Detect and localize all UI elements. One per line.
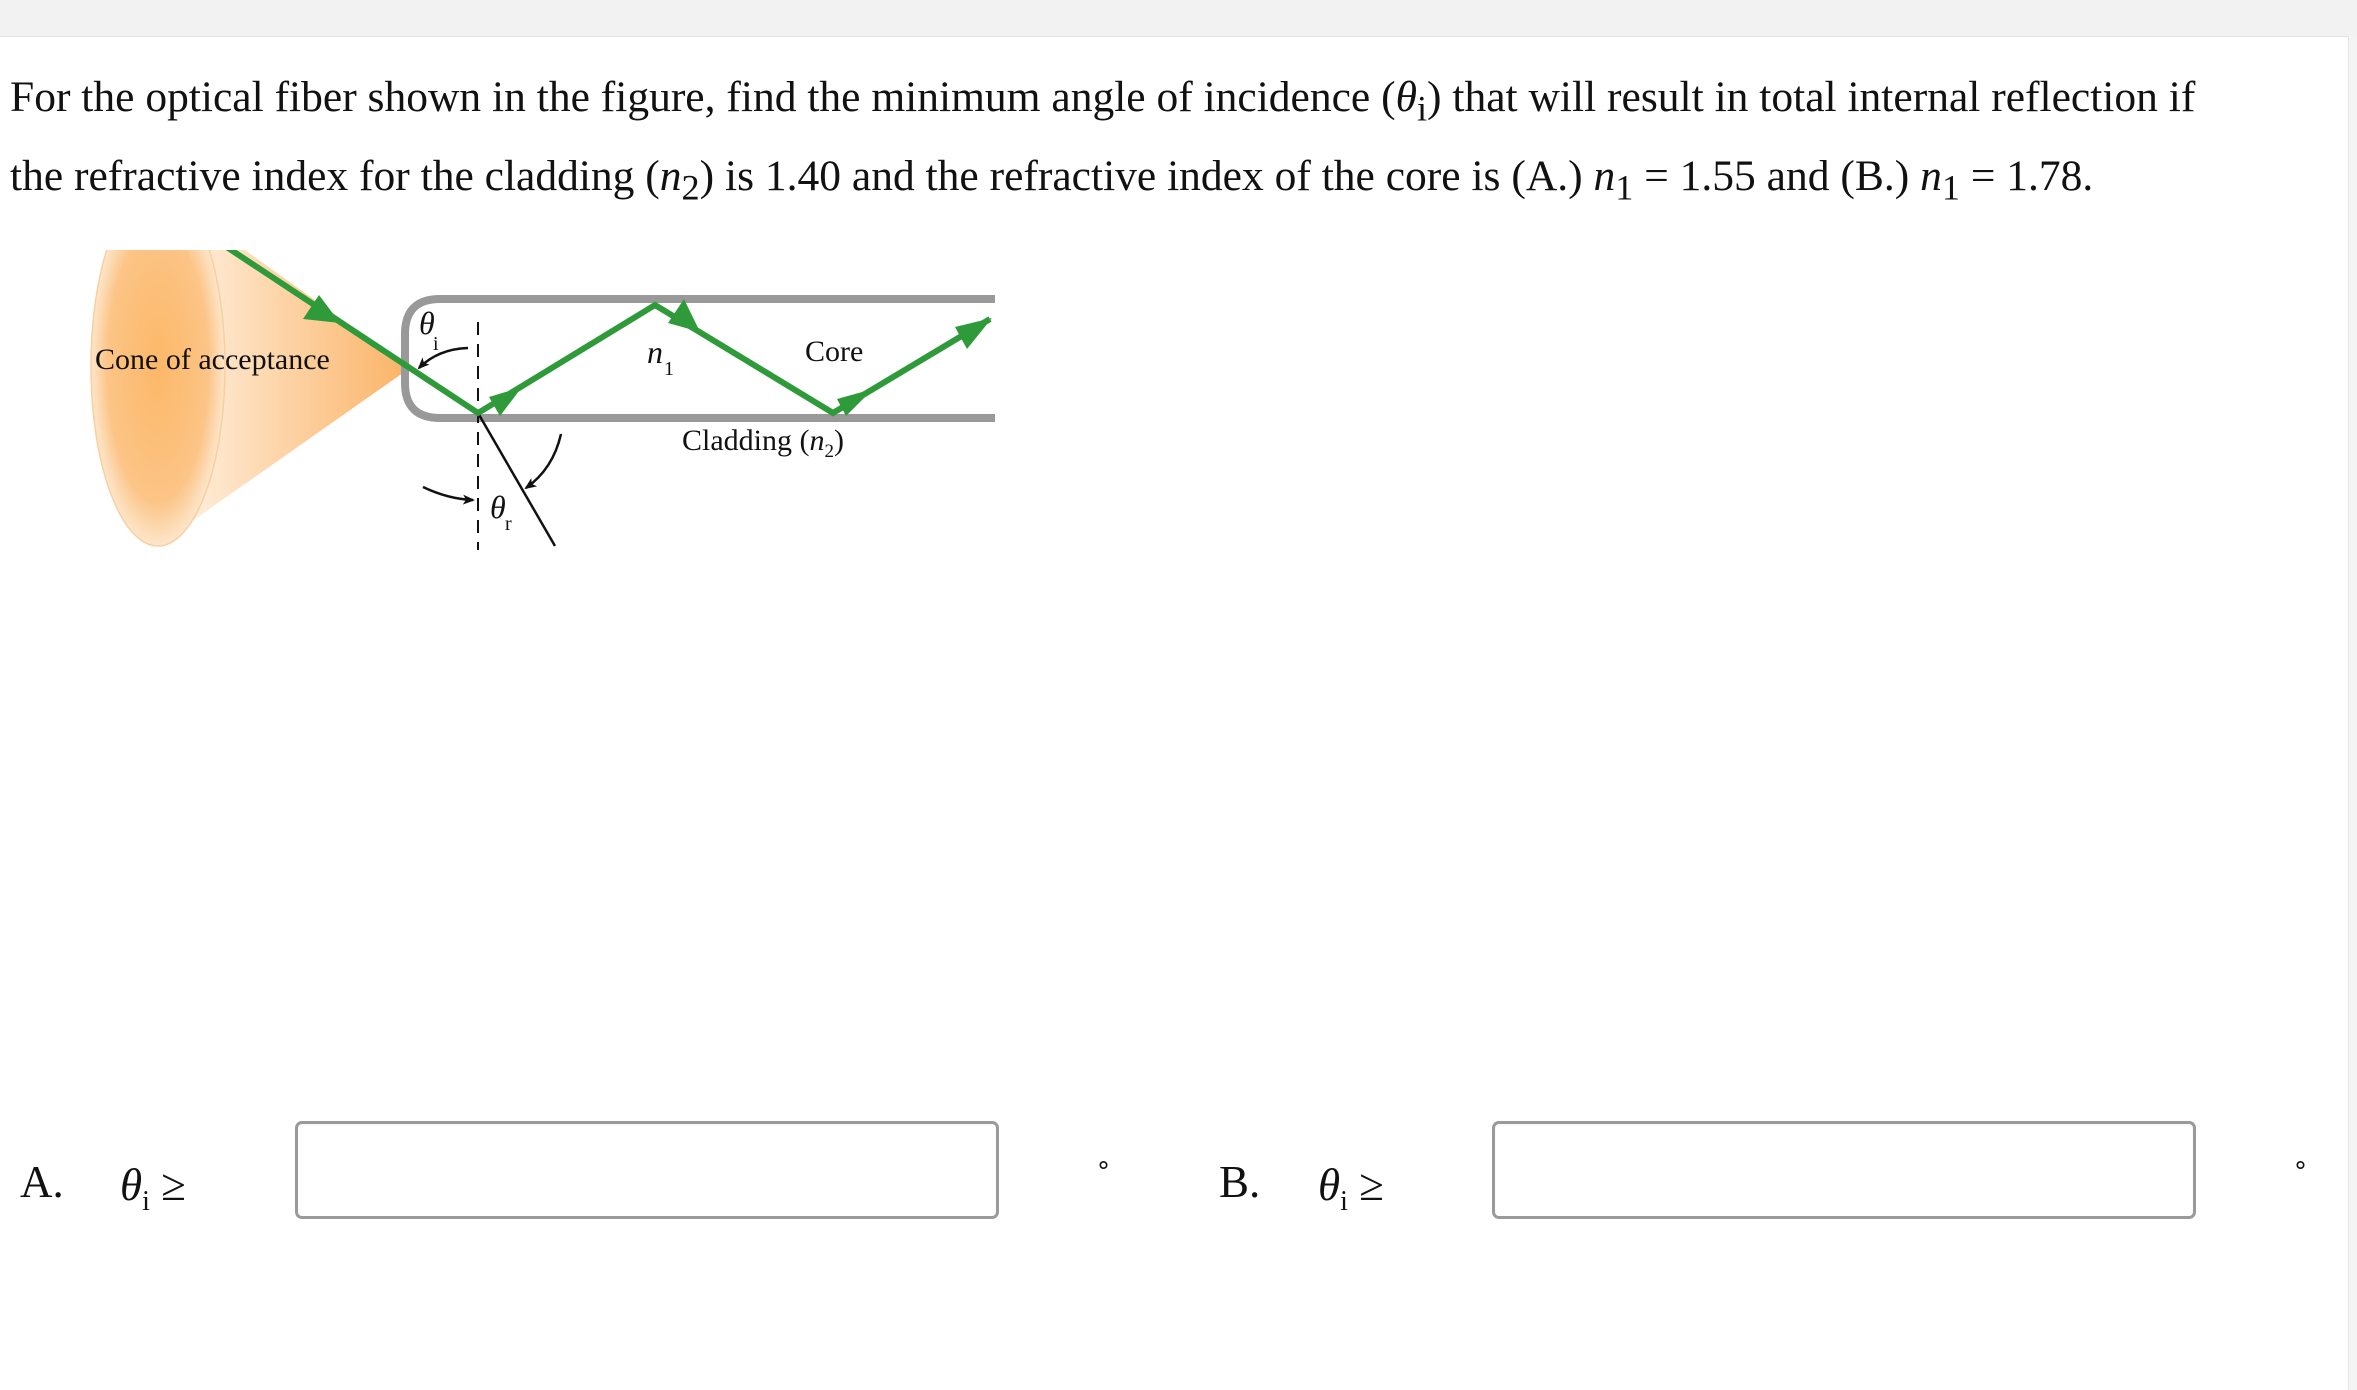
theta-r-arc-arrow — [526, 434, 561, 488]
theta-i-label: θ — [419, 305, 435, 341]
answer-a-input[interactable] — [295, 1121, 999, 1219]
scrollbar[interactable] — [2348, 36, 2357, 1390]
answer-b-input[interactable] — [1492, 1121, 2196, 1219]
answer-b-theta: $\theta_i$ ≥ — [1318, 1160, 1384, 1217]
optical-fiber-figure — [0, 250, 1560, 870]
theta-r-pointer-arrow — [423, 487, 473, 500]
top-bar — [0, 0, 2357, 37]
theta-i-arc-arrow — [419, 348, 468, 368]
answer-a-label: A. — [20, 1157, 64, 1207]
figure-canvas — [0, 250, 1560, 870]
core-label: Core — [805, 335, 864, 368]
cladding-label: Cladding $(n_2)$ — [682, 424, 844, 462]
question-line-1: For the optical fiber shown in the figure, find the minimum angle of incidence $(\theta_i)$ that will result in total internal reflection if — [10, 73, 2196, 129]
n1-subscript: 1 — [664, 358, 674, 380]
question-line-2: the refractive index for the cladding $(n_2)$ is 1.40 and the refractive index of the core is (A.) $n_1 = 1.55$ and (B.) $n_1 = 1.78$. — [10, 151, 2094, 208]
n1-label: n — [647, 334, 663, 370]
answer-a-theta: $\theta_i$ ≥ — [120, 1160, 186, 1217]
question-text — [10, 64, 2310, 221]
theta-r-subscript: r — [505, 513, 512, 535]
ray-arrow-4 — [837, 389, 873, 416]
answer-b-degree-unit: ° — [2294, 1157, 2307, 1187]
ray-arrow-5 — [955, 318, 992, 349]
theta-r-label: θ — [490, 489, 506, 525]
answer-b-label: B. — [1219, 1157, 1261, 1207]
theta-i-subscript: i — [433, 333, 439, 355]
cone-of-acceptance-label: Cone of acceptance — [95, 343, 330, 376]
ray-arrow-2 — [489, 387, 522, 416]
refracted-ray — [478, 413, 555, 546]
answer-a-degree-unit: ° — [1097, 1157, 1110, 1187]
